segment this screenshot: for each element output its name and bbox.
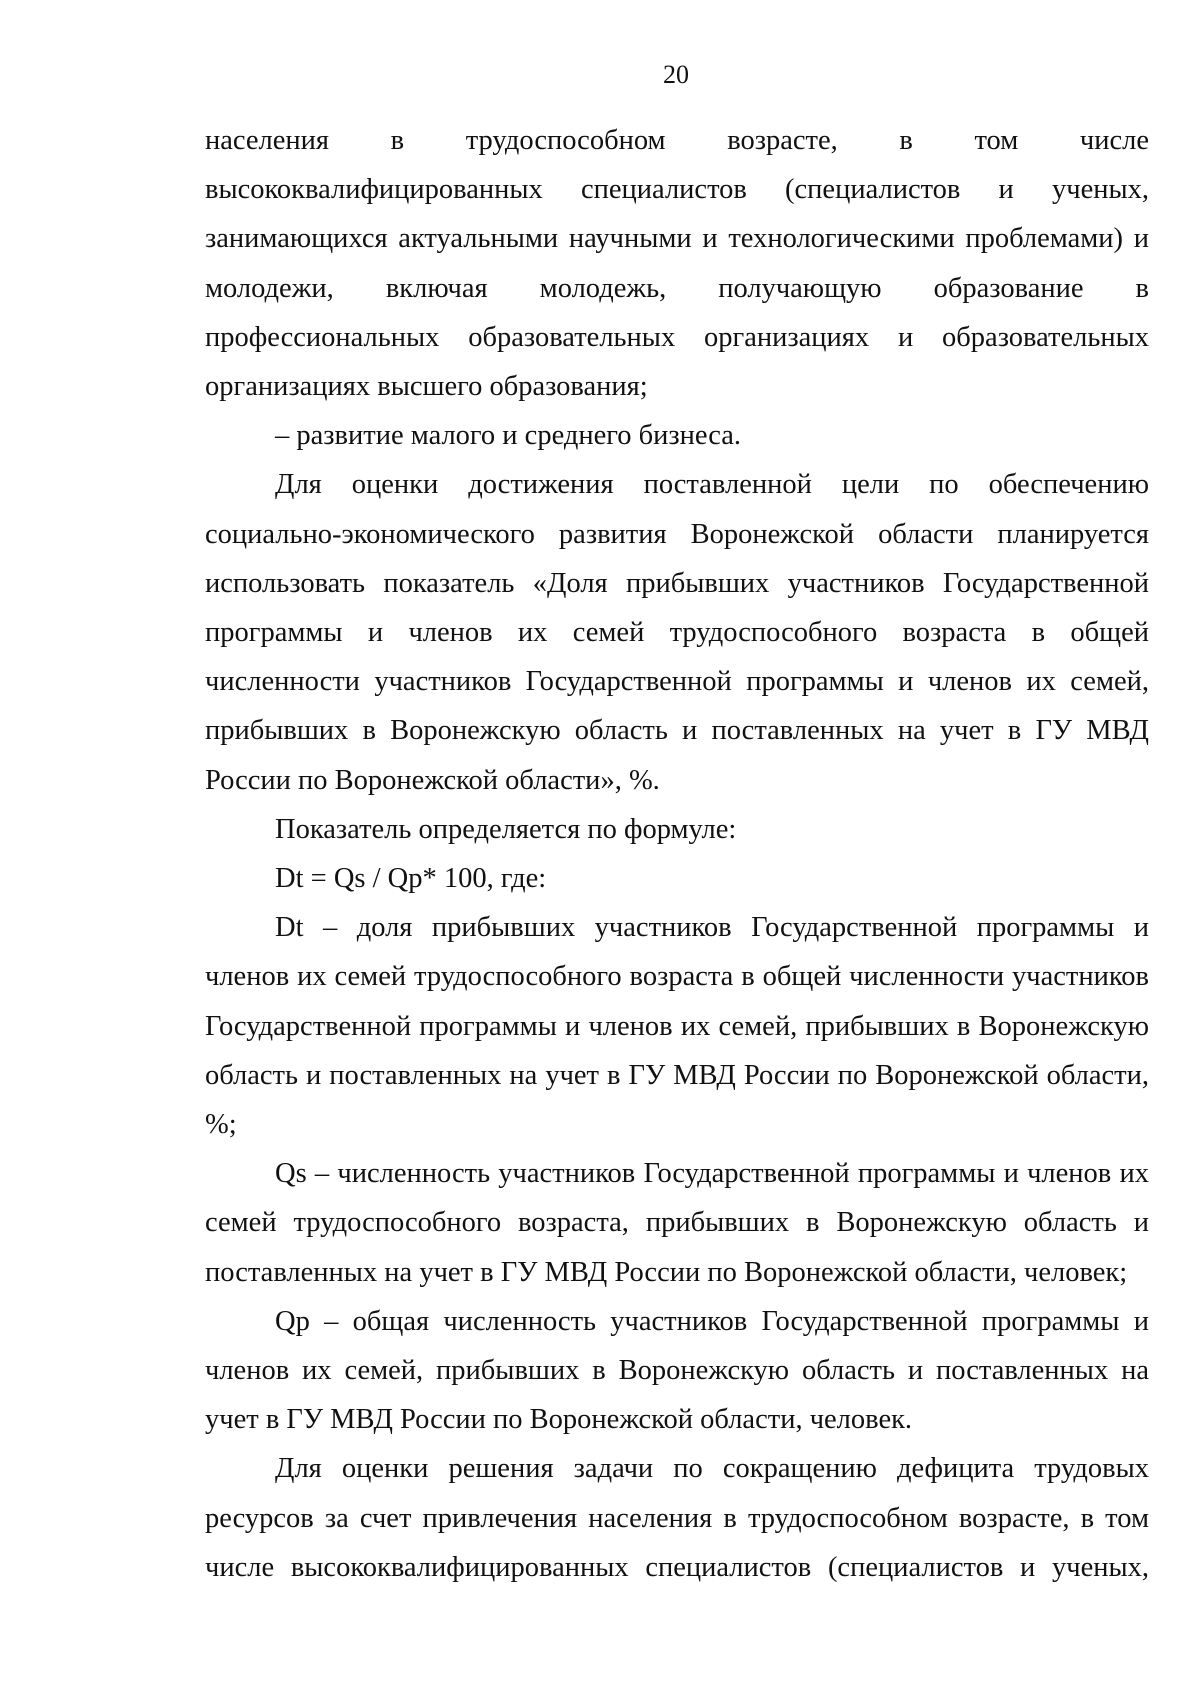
paragraph-continuation: населения в трудоспособном возрасте, в том числе высококвалифицированных специалистов (специалистов и ученых, занимающихся актуальными научными и технологическими проблемами) и молодежи, включая молодежь, получающую образование в профессиональных образовательных организациях и образовательных организациях высшего образования;: [205, 125, 1149, 403]
paragraph-definition-dt: Dt – доля прибывших участников Государственной программы и членов их семей трудоспособного возраста в общей численности участников Государственной программы и членов их семей, прибывших в Воронежскую область и поставленных на учет в ГУ МВД России по Воронежской области, %;: [205, 912, 1149, 1141]
paragraph-indicator-description: Для оценки достижения поставленной цели по обеспечению социально-экономического развития Воронежской области планируется использовать показатель «Доля прибывших участников Государственной программы и членов их семей трудоспособного возраста в общей численности участников Государственной программы и членов их семей, прибывших в Воронежскую область и поставленных на учет в ГУ МВД России по Воронежской области», %.: [205, 469, 1149, 796]
page-number: 20: [663, 60, 689, 89]
paragraph-formula: Dt = Qs / Qp* 100, где:: [275, 863, 547, 895]
document-body: [205, 116, 1149, 1592]
paragraph-definition-qp: Qp – общая численность участников Государственной программы и членов их семей, прибывших в Воронежскую область и поставленных на учет в ГУ МВД России по Воронежской области, человек.: [205, 1305, 1149, 1436]
paragraph-list-item-small-business: – развитие малого и среднего бизнеса.: [275, 420, 741, 452]
paragraph-task-assessment: Для оценки решения задачи по сокращению дефицита трудовых ресурсов за счет привлечения населения в трудоспособном возрасте, в том числе высококвалифицированных специалистов (специалистов и ученых,: [205, 1453, 1149, 1583]
paragraph-definition-qs: Qs – численность участников Государственной программы и членов их семей трудоспособного возраста, прибывших в Воронежскую область и поставленных на учет в ГУ МВД России по Воронежской области, человек;: [205, 1158, 1149, 1288]
paragraph-formula-intro: Показатель определяется по формуле:: [275, 813, 737, 845]
